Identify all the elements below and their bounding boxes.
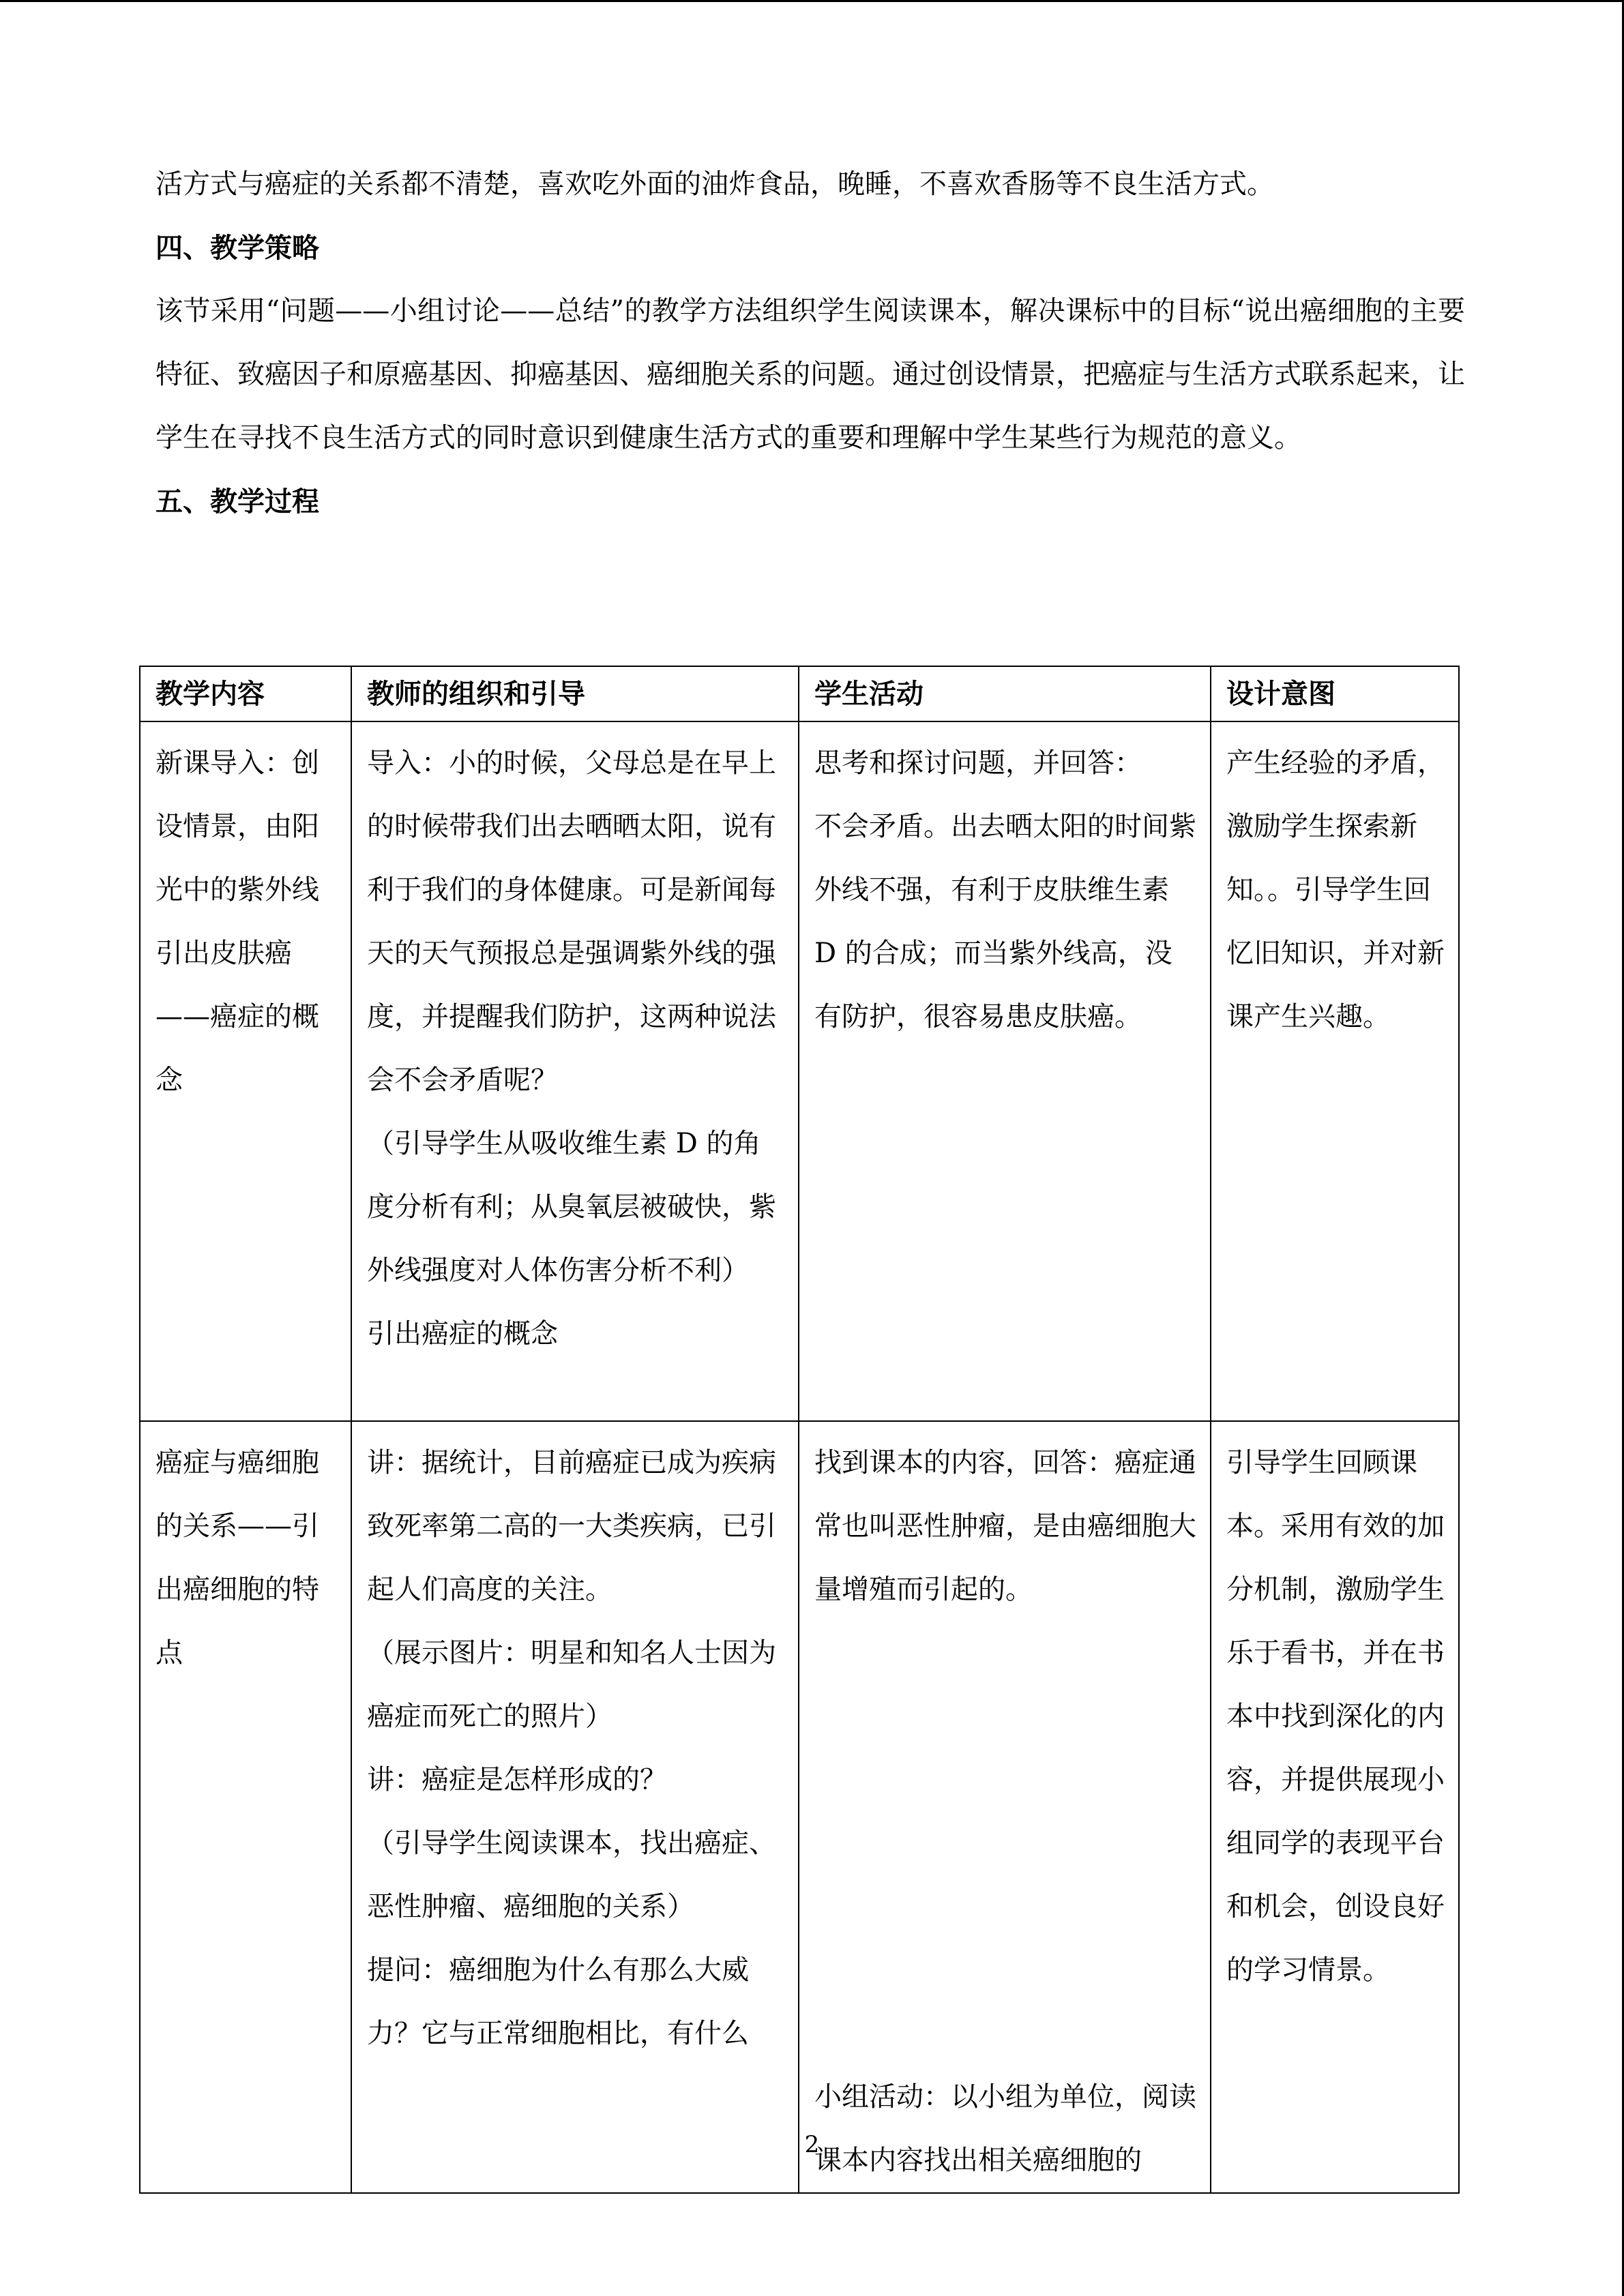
section-4-heading: 四、教学策略 [156, 232, 319, 264]
table-row [140, 721, 1459, 1421]
header-student: 学生活动 [799, 666, 1211, 721]
top-border [0, 0, 1624, 2]
cell-teacher [351, 1421, 799, 2193]
cell-teacher-text: 导入：小的时候，父母总是在早上的时候带我们出去晒晒太阳，说有利于我们的身体健康。可是新闻每天的天气预报总是强调紫外线的强度，并提醒我们防护，这两种说法会不会矛盾呢？ （引导学生从吸收维生素 D 的角度分析有利；从臭氧层被破快，紫外线强度对人体伤害分析不利） 引出癌症的概念 [367, 747, 776, 1350]
section-4-body: 该节采用“问题——小组讨论——总结”的教学方法组织学生阅读课本，解决课标中的目标“说出癌细胞的主要特征、致癌因子和原癌基因、抑癌基因、癌细胞关系的问题。通过创设情景，把癌症与生活方式联系起来，让学生在寻找不良生活方式的同时意识到健康生活方式的重要和理解中学生某些行为规范的意义。 [156, 295, 1465, 453]
cell-content-text: 新课导入：创设情景，由阳光中的紫外线引出皮肤癌——癌症的概念 [156, 747, 319, 1096]
document-body [156, 153, 1465, 533]
intro-paragraph: 活方式与癌症的关系都不清楚，喜欢吃外面的油炸食品，晚睡，不喜欢香肠等不良生活方式。 [156, 168, 1274, 200]
cell-intent [1211, 721, 1459, 1421]
cell-intent-text: 产生经验的矛盾，激励学生探索新知。。引导学生回忆旧知识，并对新课产生兴趣。 [1226, 747, 1445, 1032]
cell-teacher [351, 721, 799, 1421]
cell-content-text: 癌症与癌细胞的关系——引出癌细胞的特点 [156, 1447, 319, 1669]
cell-intent-text: 引导学生回顾课本。采用有效的加分机制，激励学生乐于看书，并在书本中找到深化的内容，并提供展现小组同学的表现平台和机会，创设良好的学习情景。 [1226, 1447, 1445, 1986]
cell-teacher-text: 讲：据统计，目前癌症已成为疾病致死率第二高的一大类疾病，已引起人们高度的关注。 （展示图片：明星和知名人士因为癌症而死亡的照片） 讲：癌症是怎样形成的？ （引导学生阅读课本，找出癌症、恶性肿瘤、癌细胞的关系） 提问：癌细胞为什么有那么大威力？它与正常细胞相比，有什么 [367, 1447, 776, 2049]
cell-student [799, 1421, 1211, 2193]
table-row [140, 1421, 1459, 2193]
page-number: 2 [804, 2131, 820, 2158]
header-intent: 设计意图 [1211, 666, 1459, 721]
cell-student-text: 思考和探讨问题，并回答： 不会矛盾。出去晒太阳的时间紫外线不强，有利于皮肤维生素 D 的合成；而当紫外线高，没有防护，很容易患皮肤癌。 [814, 747, 1196, 1032]
cell-student-text: 找到课本的内容，回答：癌症通常也叫恶性肿瘤，是由癌细胞大量增殖而引起的。 小组活动：以小组为单位，阅读课本内容找出相关癌细胞的 [814, 1447, 1196, 2176]
cell-intent [1211, 1421, 1459, 2193]
header-content: 教学内容 [140, 666, 351, 721]
section-5-heading: 五、教学过程 [156, 486, 319, 518]
table-header-row [140, 666, 1459, 721]
teaching-process-table [139, 666, 1460, 2194]
cell-content [140, 1421, 351, 2193]
cell-student [799, 721, 1211, 1421]
cell-content [140, 721, 351, 1421]
header-teacher: 教师的组织和引导 [351, 666, 799, 721]
